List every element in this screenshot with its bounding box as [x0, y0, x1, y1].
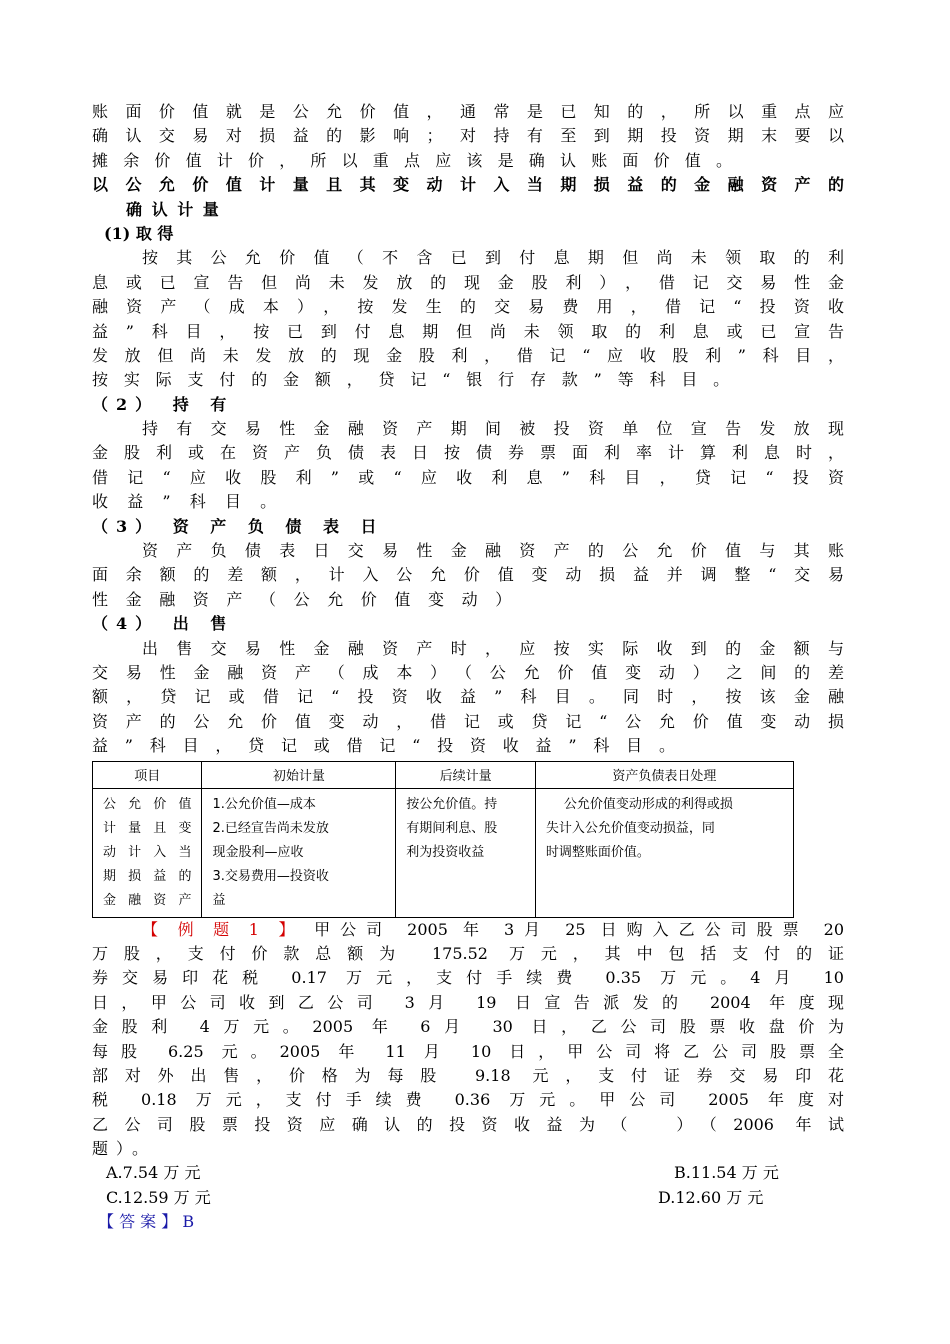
section-heading: （2） 持 有: [92, 394, 235, 414]
example-question: [92, 918, 844, 1235]
example-line: 日，甲公司收到乙公司 3月 19 日宣告派发的 2004 年度现: [92, 992, 844, 1012]
section-heading: （3） 资 产 负 债 表 日: [92, 516, 385, 536]
example-line: 万股，支付价款总额为 175.52 万元，其中包括支付的证: [92, 943, 844, 963]
cell-line: 益: [212, 892, 226, 908]
section-heading: (1) 取 得: [104, 223, 174, 243]
cell-line: 期损益的: [103, 868, 192, 884]
table-cell-initial: [202, 788, 396, 917]
cell-line: 计量且变: [103, 820, 192, 836]
body-line: 交易性金融资产（成本）（公允价值变动）之间的差: [92, 662, 844, 682]
section-balance-sheet-date: [92, 515, 844, 613]
example-line: 券交易印花税 0.17 万元，支付手续费 0.35 万元。4月 10: [92, 968, 844, 988]
document-page: [92, 100, 844, 1235]
intro-line: 账面价值就是公允价值，通常是已知的，所以重点应: [92, 102, 844, 121]
body-line: 益”科目，贷记或借记“投资收益”科目。: [92, 736, 692, 756]
table-header-row: [93, 761, 794, 788]
answer-value: B: [182, 1212, 195, 1232]
option-c: C.12.59 万 元: [106, 1187, 211, 1207]
intro-paragraph: [92, 100, 844, 173]
cell-line: 按公允价值。持: [406, 796, 498, 812]
body-line: 持有交易性金融资产期间被投资单位宣告发放现: [142, 419, 844, 439]
intro-line: 摊余价值计价，所以重点应该是确认账面价值。: [92, 150, 748, 170]
example-tag: 【例题1】: [142, 919, 315, 939]
section-title: [92, 173, 844, 222]
section-acquire: [92, 222, 844, 393]
table-header: 项目: [93, 761, 202, 788]
cell-line: 金融资产: [103, 892, 192, 908]
body-line: 出售交易性金融资产时，应按实际收到的金额与: [142, 638, 844, 658]
section-title-line: 以公允价值计量且其变动计入当期损益的金融资产的: [92, 175, 844, 195]
summary-table: [92, 761, 794, 918]
cell-line: 3.交易费用—投资收: [212, 868, 329, 884]
example-line: 税 0.18 万元，支付手续费 0.36 万元。甲公司 2005 年度对: [92, 1090, 844, 1110]
body-line: 收益”科目。: [92, 492, 296, 512]
answer-line: [92, 1210, 844, 1234]
table-cell-subsequent: [396, 788, 536, 917]
section-title-line: 确认计量: [126, 199, 229, 219]
body-line: 额，贷记或借记“投资收益”科目。同时，按该金融: [92, 687, 844, 707]
cell-line: 利为投资收益: [406, 844, 485, 860]
example-line: [92, 918, 844, 942]
table-cell-item: [93, 788, 202, 917]
example-line: 题）。: [92, 1139, 157, 1159]
section-sell: [92, 612, 844, 758]
intro-line: 确认交易对损益的影响；对持有至到期投资期末要以: [92, 126, 844, 146]
section-heading: （4） 出 售: [92, 614, 235, 634]
body-line: 借记“应收股利”或“应收利息”科目，贷记“投资: [92, 467, 844, 487]
example-line: 金股利 4万元。2005 年 6月 30 日，乙公司股票收盘价为: [92, 1017, 844, 1037]
cell-line: 公允价值: [103, 796, 192, 812]
table-cell-bs-date: [535, 788, 793, 917]
cell-line: 现金股利—应收: [212, 844, 304, 860]
example-line: 每股 6.25 元。2005 年 11 月 10 日，甲公司将乙公司股票全: [92, 1041, 844, 1061]
answer-tag: 【 答 案 】: [98, 1212, 178, 1232]
body-line: 金股利或在资产负债表日按债券票面利率计算利息时，: [92, 443, 844, 463]
table-header: 初始计量: [202, 761, 396, 788]
option-d: D.12.60 万 元: [658, 1187, 764, 1207]
body-line: 息或已宣告但尚未发放的现金股利），借记交易性金: [92, 272, 844, 292]
cell-line: 1.公允价值—成本: [212, 796, 316, 812]
example-text: 甲公司 2005 年 3月 25 日购入乙公司股票 20: [314, 919, 844, 939]
body-line: 性金融资产（公允价值变动）: [92, 589, 529, 609]
cell-line: 2.已经宣告尚未发放: [212, 820, 329, 836]
option-a: A.7.54 万 元: [106, 1163, 201, 1183]
option-b: B.11.54 万 元: [674, 1163, 779, 1183]
section-hold: [92, 393, 844, 515]
body-line: 益”科目，按已到付息期但尚未领取的利息或已宣告: [92, 321, 844, 341]
table-header: 后续计量: [396, 761, 536, 788]
body-line: 面余额的差额，计入公允价值变动损益并调整“交易: [92, 565, 844, 585]
example-line: 乙公司股票投资应确认的投资收益为（ ）（2006 年试: [92, 1114, 844, 1134]
cell-line: 时调整账面价值。: [545, 844, 650, 860]
body-line: 融资产（成本），按发生的交易费用，借记“投资收: [92, 297, 844, 317]
body-line: 发放但尚未发放的现金股利，借记“应收股利”科目，: [92, 345, 844, 365]
cell-line: 动计入当: [103, 844, 192, 860]
table-header: 资产负债表日处理: [535, 761, 793, 788]
body-line: 按实际支付的金额，贷记“银行存款”等科目。: [92, 370, 745, 390]
body-line: 按其公允价值（不含已到付息期但尚未领取的利: [142, 248, 844, 268]
answer-options: [92, 1161, 844, 1210]
example-line: 部对外出售，价格为每股 9.18 元，支付证券交易印花: [92, 1065, 844, 1085]
cell-line: 公允价值变动形成的利得或损: [563, 796, 733, 812]
table-row: [93, 788, 794, 917]
body-line: 资产负债表日交易性金融资产的公允价值与其账: [142, 541, 844, 561]
body-line: 资产的公允价值变动，借记或贷记“公允价值变动损: [92, 711, 844, 731]
cell-line: 有期间利息、股: [406, 820, 498, 836]
cell-line: 失计入公允价值变动损益，同: [545, 820, 715, 836]
